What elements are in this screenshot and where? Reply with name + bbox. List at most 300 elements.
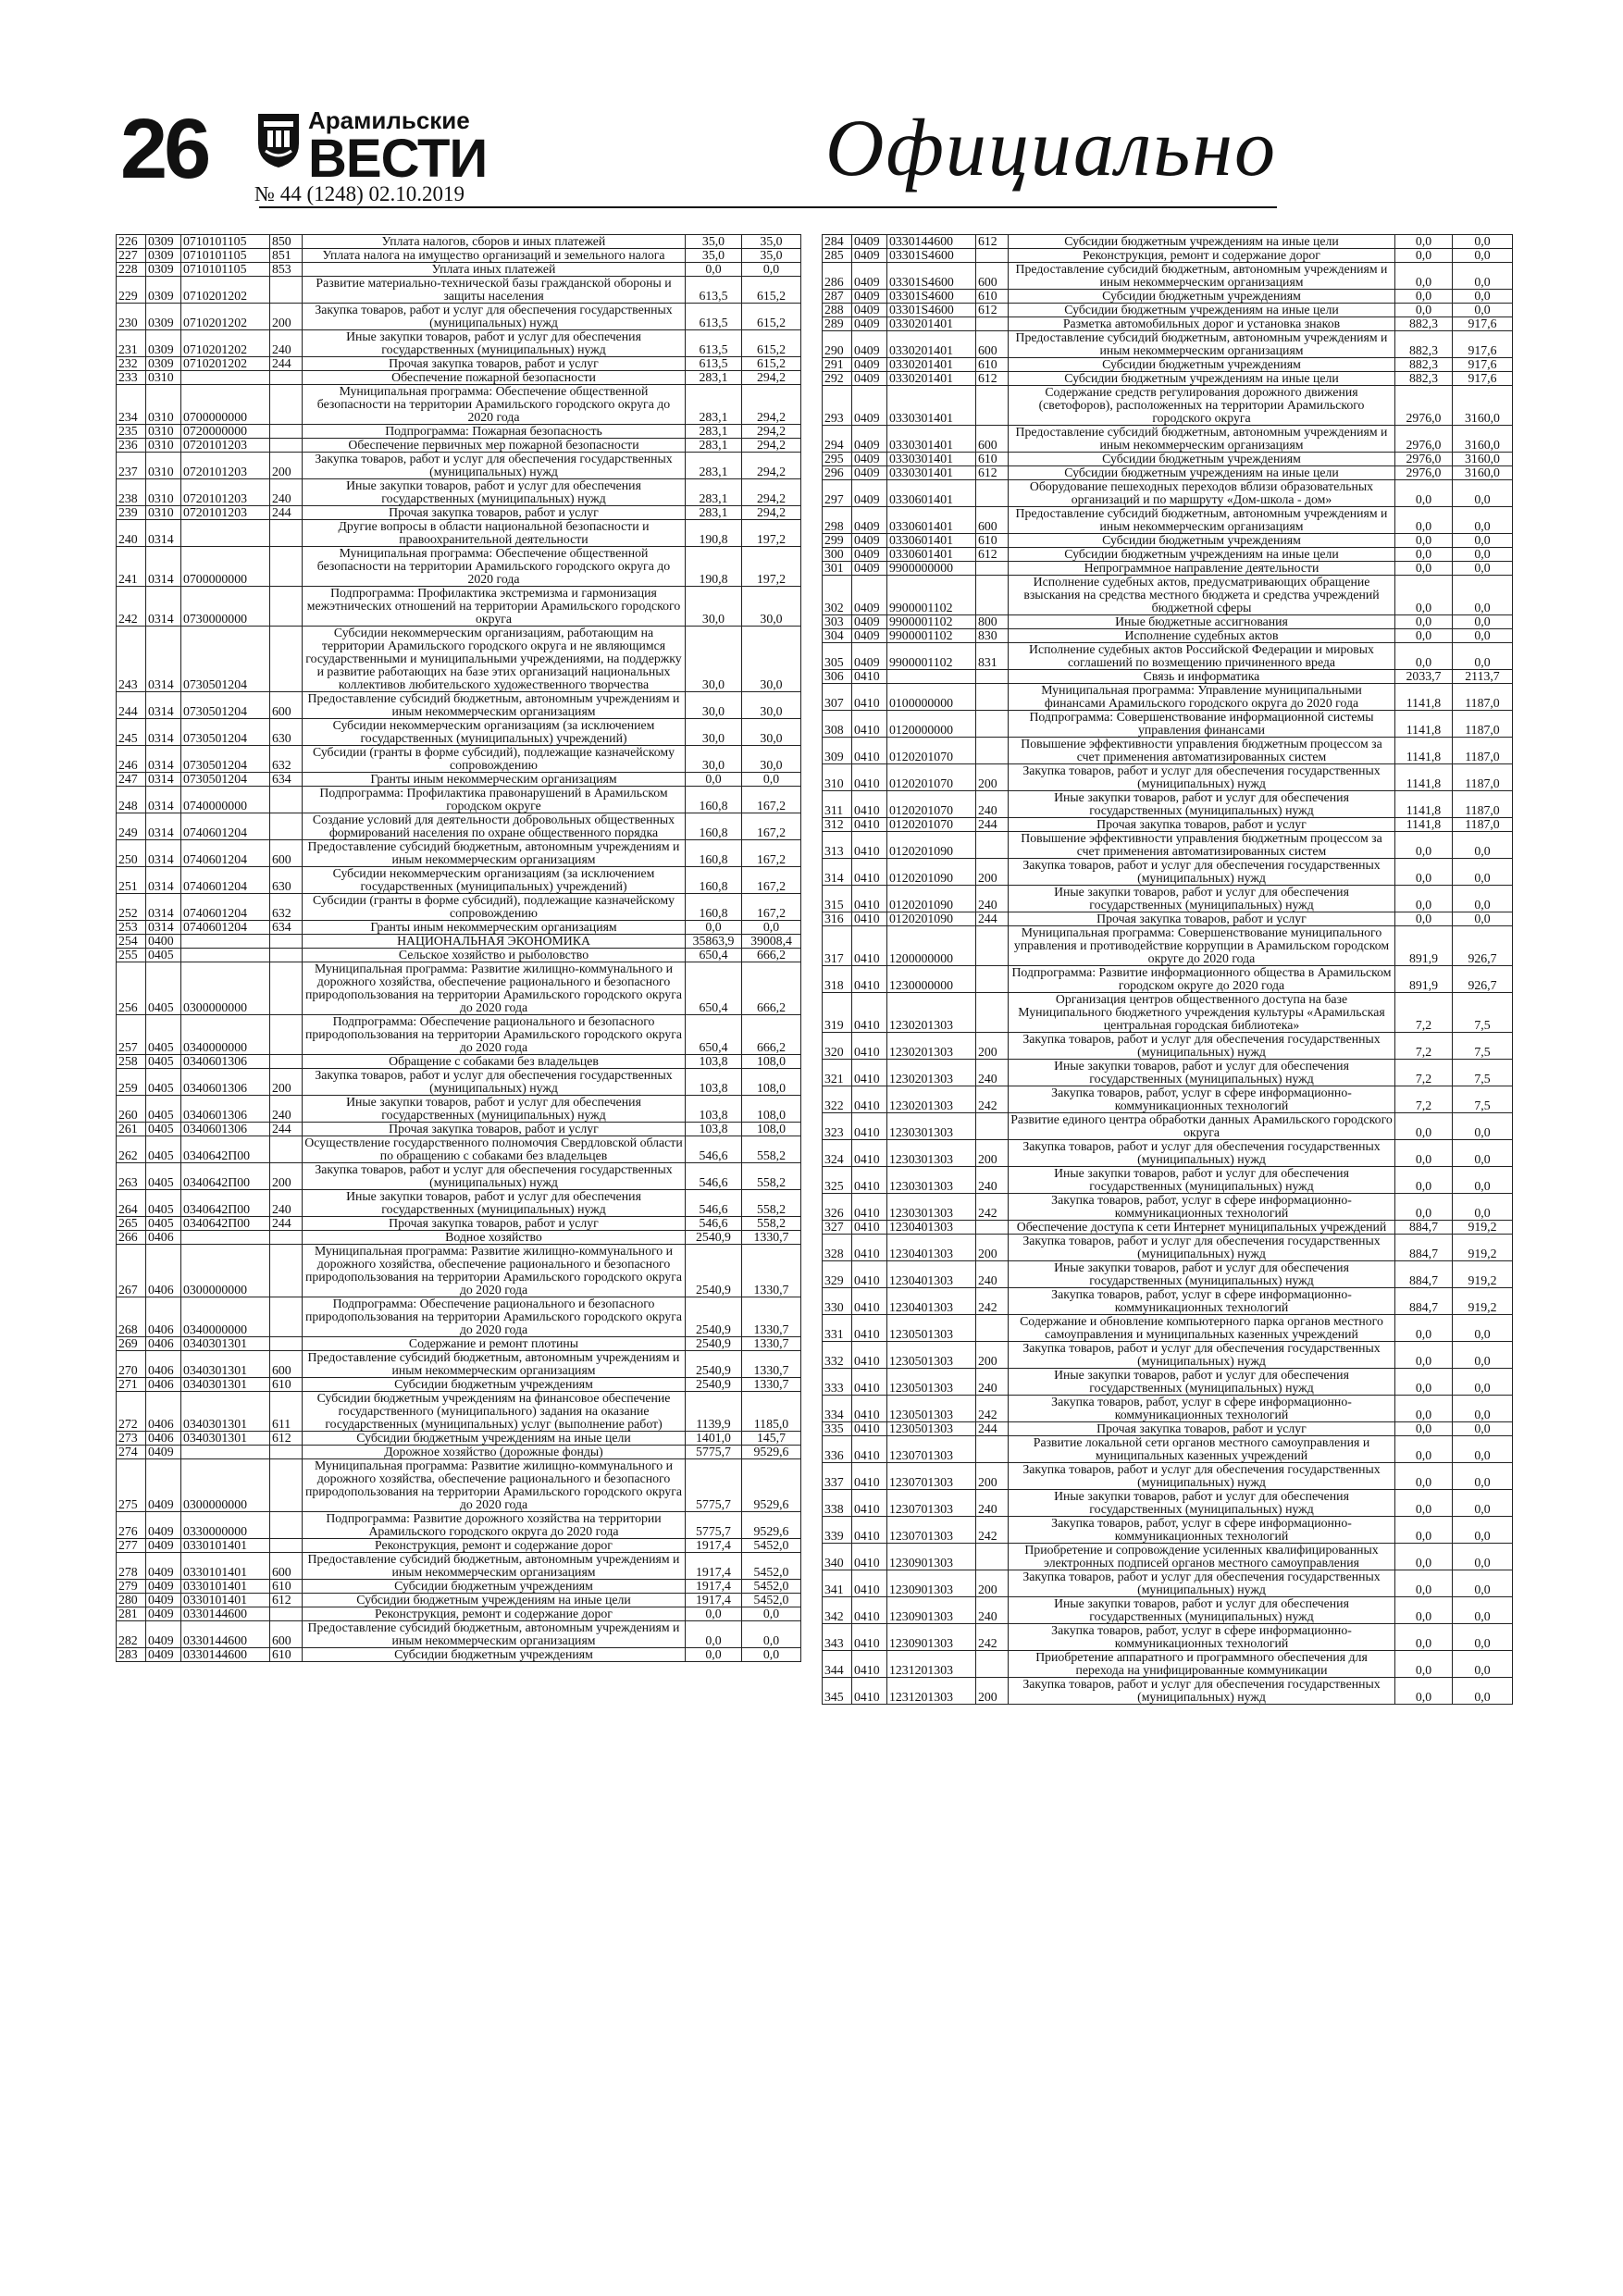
item-description: Прочая закупка товаров, работ и услуг	[303, 1217, 686, 1231]
item-description: Иные закупки товаров, работ и услуг для обеспечения государственных (муниципальных) нужд	[303, 1190, 686, 1217]
target-code	[181, 1446, 270, 1459]
section-code: 0410	[852, 1436, 887, 1463]
item-description: Субсидии некоммерческим организациям (за исключением государственных (муниципальных) учреждений)	[303, 867, 686, 894]
table-row	[117, 1621, 801, 1648]
section-code: 0314	[146, 921, 181, 935]
amount-2021: 926,7	[1453, 926, 1513, 966]
expense-type: 632	[270, 746, 303, 773]
amount-2020: 891,9	[1395, 926, 1453, 966]
item-description: Иные закупки товаров, работ и услуг для обеспечения государственных (муниципальных) нужд	[1009, 791, 1395, 818]
amount-2020: 613,5	[686, 277, 742, 304]
row-number: 261	[117, 1123, 146, 1136]
amount-2021: 30,0	[742, 692, 801, 719]
table-row	[823, 1235, 1513, 1261]
target-code: 1230401303	[887, 1261, 976, 1288]
amount-2020: 7,2	[1395, 1033, 1453, 1060]
row-number: 296	[823, 466, 852, 480]
section-code: 0406	[146, 1392, 181, 1432]
amount-2021: 35,0	[742, 235, 801, 249]
target-code: 1230301303	[887, 1140, 976, 1167]
row-number: 302	[823, 576, 852, 615]
amount-2021: 1187,0	[1453, 791, 1513, 818]
row-number: 323	[823, 1113, 852, 1140]
section-code: 0409	[852, 386, 887, 426]
table-row	[823, 1261, 1513, 1288]
item-description: Муниципальная программа: Развитие жилищно-коммунального и дорожного хозяйства, обеспечение рационального и безопасного природопользования на территории Арамильского городского округа до 2020 года	[303, 1245, 686, 1297]
expense-type: 200	[976, 1342, 1009, 1369]
amount-2020: 5775,7	[686, 1459, 742, 1512]
row-number: 318	[823, 966, 852, 993]
amount-2020: 30,0	[686, 719, 742, 746]
item-description: Иные закупки товаров, работ и услуг для обеспечения государственных (муниципальных) нужд	[303, 479, 686, 506]
section-code: 0310	[146, 479, 181, 506]
amount-2021: 0,0	[1453, 1678, 1513, 1705]
expense-type	[976, 670, 1009, 684]
table-row	[117, 1648, 801, 1662]
expense-type: 242	[976, 1194, 1009, 1221]
section-code: 0409	[146, 1648, 181, 1662]
expense-type	[976, 711, 1009, 738]
section-code: 0410	[852, 1086, 887, 1113]
target-code: 0340301301	[181, 1432, 270, 1446]
item-description: Субсидии бюджетным учреждениям	[1009, 534, 1395, 548]
target-code: 0710201202	[181, 357, 270, 371]
table-row	[823, 562, 1513, 576]
item-description: Иные закупки товаров, работ и услуг для обеспечения государственных (муниципальных) нужд	[303, 330, 686, 357]
amount-2021: 9529,6	[742, 1459, 801, 1512]
section-code: 0406	[146, 1337, 181, 1351]
row-number: 252	[117, 894, 146, 921]
target-code: 1230901303	[887, 1570, 976, 1597]
amount-2020: 2540,9	[686, 1351, 742, 1378]
section-code: 0409	[852, 507, 887, 534]
amount-2020: 613,5	[686, 304, 742, 330]
item-description: НАЦИОНАЛЬНАЯ ЭКОНОМИКА	[303, 935, 686, 949]
section-code: 0409	[852, 372, 887, 386]
item-description: Субсидии бюджетным учреждениям на иные цели	[1009, 372, 1395, 386]
table-row	[823, 1288, 1513, 1315]
item-description: Подпрограмма: Развитие дорожного хозяйства на территории Арамильского городского округа до 2020 года	[303, 1512, 686, 1539]
amount-2021: 0,0	[1453, 263, 1513, 290]
item-description: Оборудование пешеходных переходов вблизи образовательных организаций и по маршруту «Дом-школа - дом»	[1009, 480, 1395, 507]
target-code: 0710201202	[181, 330, 270, 357]
page-number: 26	[120, 102, 208, 196]
amount-2020: 283,1	[686, 479, 742, 506]
row-number: 253	[117, 921, 146, 935]
table-row	[823, 263, 1513, 290]
target-code	[181, 935, 270, 949]
amount-2020: 0,0	[1395, 1463, 1453, 1490]
target-code: 1230701303	[887, 1490, 976, 1517]
row-number: 230	[117, 304, 146, 330]
section-code: 0405	[146, 962, 181, 1015]
amount-2020: 650,4	[686, 1015, 742, 1055]
row-number: 337	[823, 1463, 852, 1490]
target-code: 1230501303	[887, 1369, 976, 1396]
item-description: Обращение с собаками без владельцев	[303, 1055, 686, 1069]
row-number: 257	[117, 1015, 146, 1055]
expense-type: 200	[976, 1033, 1009, 1060]
item-description: Закупка товаров, работ, услуг в сфере информационно-коммуникационных технологий	[1009, 1086, 1395, 1113]
item-description: Предоставление субсидий бюджетным, автономным учреждениям и иным некоммерческим организациям	[303, 1553, 686, 1580]
amount-2020: 882,3	[1395, 358, 1453, 372]
row-number: 295	[823, 453, 852, 466]
item-description: Содержание и обновление компьютерного парка органов местного самоуправления и муниципальных казенных учреждений	[1009, 1315, 1395, 1342]
amount-2021: 2113,7	[1453, 670, 1513, 684]
table-row	[823, 859, 1513, 886]
amount-2020: 1141,8	[1395, 818, 1453, 832]
amount-2020: 0,0	[1395, 548, 1453, 562]
amount-2020: 0,0	[1395, 1140, 1453, 1167]
expense-type: 200	[976, 1570, 1009, 1597]
section-code: 0314	[146, 719, 181, 746]
amount-2020: 0,0	[686, 1607, 742, 1621]
amount-2020: 1141,8	[1395, 791, 1453, 818]
section-code: 0310	[146, 371, 181, 385]
expense-type: 244	[976, 818, 1009, 832]
section-code: 0409	[852, 548, 887, 562]
amount-2021: 0,0	[1453, 1597, 1513, 1624]
table-row	[117, 547, 801, 587]
amount-2021: 0,0	[1453, 1490, 1513, 1517]
table-row	[823, 1342, 1513, 1369]
item-description: Субсидии некоммерческим организациям (за исключением государственных (муниципальных) учреждений)	[303, 719, 686, 746]
row-number: 256	[117, 962, 146, 1015]
item-description: Муниципальная программа: Управление муниципальными финансами Арамильского городского округа до 2020 года	[1009, 684, 1395, 711]
row-number: 331	[823, 1315, 852, 1342]
section-code: 0409	[852, 534, 887, 548]
amount-2021: 1187,0	[1453, 764, 1513, 791]
expense-type: 612	[270, 1594, 303, 1607]
amount-2021: 9529,6	[742, 1512, 801, 1539]
target-code	[181, 371, 270, 385]
table-row	[823, 372, 1513, 386]
header-divider	[259, 206, 1277, 208]
amount-2020: 0,0	[1395, 534, 1453, 548]
row-number: 300	[823, 548, 852, 562]
section-code: 0410	[852, 1624, 887, 1651]
table-row	[117, 1539, 801, 1553]
item-description: Закупка товаров, работ и услуг для обеспечения государственных (муниципальных) нужд	[1009, 1140, 1395, 1167]
item-description: Иные закупки товаров, работ и услуг для обеспечения государственных (муниципальных) нужд	[1009, 1060, 1395, 1086]
item-description: Субсидии бюджетным учреждениям на финансовое обеспечение государственного (муниципального) задания на оказание государственных (муниципальных) услуг (выполнение работ)	[303, 1392, 686, 1432]
expense-type: 240	[976, 1369, 1009, 1396]
table-row	[117, 1392, 801, 1432]
item-description: Иные закупки товаров, работ и услуг для обеспечения государственных (муниципальных) нужд	[1009, 1597, 1395, 1624]
target-code: 0330101401	[181, 1594, 270, 1607]
item-description: Организация центров общественного доступа на базе Муниципального бюджетного учреждения культуры «Арамильская центральная городская библиотека»	[1009, 993, 1395, 1033]
section-code: 0409	[852, 576, 887, 615]
amount-2020: 546,6	[686, 1136, 742, 1163]
amount-2020: 1917,4	[686, 1580, 742, 1594]
amount-2020: 103,8	[686, 1123, 742, 1136]
amount-2021: 666,2	[742, 962, 801, 1015]
section-code: 0405	[146, 1069, 181, 1096]
amount-2020: 103,8	[686, 1055, 742, 1069]
section-code: 0410	[852, 1261, 887, 1288]
amount-2020: 0,0	[686, 773, 742, 787]
expense-type: 800	[976, 615, 1009, 629]
section-code: 0309	[146, 235, 181, 249]
item-description: Подпрограмма: Совершенствование информационной системы управления финансами	[1009, 711, 1395, 738]
amount-2021: 919,2	[1453, 1261, 1513, 1288]
target-code: 0340642П00	[181, 1217, 270, 1231]
amount-2021: 0,0	[742, 1621, 801, 1648]
expense-type	[270, 787, 303, 813]
item-description: Субсидии бюджетным учреждениям	[1009, 453, 1395, 466]
target-code: 1230301303	[887, 1194, 976, 1221]
expense-type: 600	[976, 263, 1009, 290]
target-code: 0330301401	[887, 466, 976, 480]
expense-type: 242	[976, 1517, 1009, 1544]
section-code: 0409	[146, 1553, 181, 1580]
amount-2020: 0,0	[1395, 912, 1453, 926]
amount-2021: 1187,0	[1453, 711, 1513, 738]
expense-type: 200	[270, 304, 303, 330]
item-description: Прочая закупка товаров, работ и услуг	[303, 506, 686, 520]
target-code: 03301S4600	[887, 290, 976, 304]
amount-2020: 0,0	[1395, 859, 1453, 886]
target-code: 0730501204	[181, 692, 270, 719]
amount-2021: 1330,7	[742, 1297, 801, 1337]
section-code: 0410	[852, 1060, 887, 1086]
amount-2021: 558,2	[742, 1163, 801, 1190]
item-description: Подпрограмма: Развитие информационного общества в Арамильском городском округе до 2020 года	[1009, 966, 1395, 993]
row-number: 279	[117, 1580, 146, 1594]
amount-2020: 0,0	[1395, 1651, 1453, 1678]
row-number: 339	[823, 1517, 852, 1544]
item-description: Закупка товаров, работ и услуг для обеспечения государственных (муниципальных) нужд	[303, 1163, 686, 1190]
target-code: 0340301301	[181, 1337, 270, 1351]
item-description: Предоставление субсидий бюджетным, автономным учреждениям и иным некоммерческим организациям	[1009, 263, 1395, 290]
expense-type: 240	[976, 1490, 1009, 1517]
amount-2021: 0,0	[1453, 304, 1513, 317]
table-row	[117, 949, 801, 962]
target-code: 0330201401	[887, 331, 976, 358]
row-number: 292	[823, 372, 852, 386]
table-row	[823, 886, 1513, 912]
target-code: 0720101203	[181, 506, 270, 520]
expense-type: 244	[270, 506, 303, 520]
target-code: 0700000000	[181, 385, 270, 425]
expense-type: 240	[976, 1597, 1009, 1624]
amount-2021: 917,6	[1453, 331, 1513, 358]
target-code: 0740601204	[181, 840, 270, 867]
target-code: 0710101105	[181, 235, 270, 249]
amount-2021: 167,2	[742, 867, 801, 894]
target-code: 1231201303	[887, 1678, 976, 1705]
amount-2020: 882,3	[1395, 331, 1453, 358]
target-code: 0740601204	[181, 921, 270, 935]
amount-2020: 283,1	[686, 439, 742, 453]
amount-2020: 884,7	[1395, 1261, 1453, 1288]
target-code: 0720101203	[181, 439, 270, 453]
table-row	[117, 1553, 801, 1580]
amount-2021: 615,2	[742, 304, 801, 330]
target-code: 0340642П00	[181, 1190, 270, 1217]
amount-2020: 0,0	[686, 1621, 742, 1648]
row-number: 298	[823, 507, 852, 534]
table-row	[823, 386, 1513, 426]
expense-type	[270, 813, 303, 840]
section-code: 0409	[146, 1446, 181, 1459]
section-code: 0409	[852, 466, 887, 480]
table-row	[117, 1245, 801, 1297]
target-code: 9900001102	[887, 643, 976, 670]
item-description: Субсидии бюджетным учреждениям на иные цели	[1009, 466, 1395, 480]
amount-2021: 615,2	[742, 330, 801, 357]
table-row	[823, 1597, 1513, 1624]
section-code: 0405	[146, 1190, 181, 1217]
item-description: Субсидии бюджетным учреждениям на иные цели	[303, 1432, 686, 1446]
expense-type: 200	[270, 453, 303, 479]
amount-2021: 1330,7	[742, 1351, 801, 1378]
amount-2021: 7,5	[1453, 1086, 1513, 1113]
row-number: 338	[823, 1490, 852, 1517]
expense-type	[976, 966, 1009, 993]
section-code: 0314	[146, 746, 181, 773]
row-number: 324	[823, 1140, 852, 1167]
amount-2020: 30,0	[686, 627, 742, 692]
section-code: 0409	[852, 453, 887, 466]
expense-type	[976, 480, 1009, 507]
row-number: 330	[823, 1288, 852, 1315]
row-number: 272	[117, 1392, 146, 1432]
item-description: Обеспечение пожарной безопасности	[303, 371, 686, 385]
row-number: 317	[823, 926, 852, 966]
row-number: 277	[117, 1539, 146, 1553]
amount-2021: 7,5	[1453, 1060, 1513, 1086]
expense-type	[976, 1436, 1009, 1463]
table-row	[117, 385, 801, 425]
row-number: 306	[823, 670, 852, 684]
amount-2021: 0,0	[1453, 1436, 1513, 1463]
amount-2021: 919,2	[1453, 1288, 1513, 1315]
expense-type: 200	[976, 764, 1009, 791]
amount-2021: 30,0	[742, 746, 801, 773]
expense-type: 632	[270, 894, 303, 921]
item-description: Муниципальная программа: Развитие жилищно-коммунального и дорожного хозяйства, обеспечение рационального и безопасного природопользования на территории Арамильского городского округа до 2020 года	[303, 962, 686, 1015]
amount-2021: 145,7	[742, 1432, 801, 1446]
item-description: Уплата налогов, сборов и иных платежей	[303, 235, 686, 249]
expense-type: 200	[270, 1069, 303, 1096]
section-code: 0410	[852, 1369, 887, 1396]
expense-type: 242	[976, 1086, 1009, 1113]
amount-2020: 35,0	[686, 235, 742, 249]
item-description: Закупка товаров, работ и услуг для обеспечения государственных (муниципальных) нужд	[1009, 1235, 1395, 1261]
target-code: 1230000000	[887, 966, 976, 993]
item-description: Иные закупки товаров, работ и услуг для обеспечения государственных (муниципальных) нужд	[303, 1096, 686, 1123]
item-description: Повышение эффективности управления бюджетным процессом за счет применения автоматизированных систем	[1009, 738, 1395, 764]
amount-2020: 0,0	[1395, 1167, 1453, 1194]
amount-2021: 294,2	[742, 506, 801, 520]
row-number: 290	[823, 331, 852, 358]
row-number: 285	[823, 249, 852, 263]
section-code: 0309	[146, 249, 181, 263]
section-code: 0409	[146, 1607, 181, 1621]
amount-2021: 0,0	[1453, 235, 1513, 249]
expense-type: 600	[270, 1621, 303, 1648]
item-description: Субсидии бюджетным учреждениям	[1009, 358, 1395, 372]
amount-2021: 0,0	[1453, 1396, 1513, 1422]
expense-type	[976, 386, 1009, 426]
expense-type: 610	[270, 1378, 303, 1392]
amount-2020: 2540,9	[686, 1337, 742, 1351]
section-code: 0409	[852, 562, 887, 576]
table-row	[117, 1594, 801, 1607]
item-description: Иные бюджетные ассигнования	[1009, 615, 1395, 629]
table-row	[117, 371, 801, 385]
amount-2021: 0,0	[1453, 1194, 1513, 1221]
amount-2020: 35,0	[686, 249, 742, 263]
expense-type: 612	[976, 304, 1009, 317]
item-description: Разметка автомобильных дорог и установка знаков	[1009, 317, 1395, 331]
row-number: 316	[823, 912, 852, 926]
expense-type	[270, 520, 303, 547]
amount-2021: 3160,0	[1453, 466, 1513, 480]
row-number: 340	[823, 1544, 852, 1570]
expense-type	[976, 317, 1009, 331]
amount-2020: 0,0	[1395, 1436, 1453, 1463]
section-code: 0410	[852, 1194, 887, 1221]
amount-2021: 0,0	[1453, 1517, 1513, 1544]
expense-type: 850	[270, 235, 303, 249]
item-description: Прочая закупка товаров, работ и услуг	[303, 357, 686, 371]
row-number: 283	[117, 1648, 146, 1662]
amount-2021: 0,0	[742, 263, 801, 277]
row-number: 301	[823, 562, 852, 576]
amount-2021: 39008,4	[742, 935, 801, 949]
table-row	[823, 1422, 1513, 1436]
amount-2020: 0,0	[1395, 1570, 1453, 1597]
item-description: Субсидии бюджетным учреждениям на иные цели	[1009, 235, 1395, 249]
row-number: 281	[117, 1607, 146, 1621]
amount-2020: 190,8	[686, 520, 742, 547]
target-code: 1230401303	[887, 1235, 976, 1261]
target-code: 0120201090	[887, 912, 976, 926]
section-code: 0410	[852, 1113, 887, 1140]
section-code: 0409	[852, 263, 887, 290]
row-number: 247	[117, 773, 146, 787]
amount-2021: 0,0	[742, 921, 801, 935]
table-row	[117, 263, 801, 277]
row-number: 226	[117, 235, 146, 249]
row-number: 326	[823, 1194, 852, 1221]
item-description: Подпрограмма: Обеспечение рационального и безопасного природопользования на территории Арамильского городского округа до 2020 года	[303, 1015, 686, 1055]
section-code: 0409	[852, 643, 887, 670]
section-code: 0314	[146, 547, 181, 587]
section-code: 0314	[146, 867, 181, 894]
amount-2020: 103,8	[686, 1096, 742, 1123]
section-code: 0410	[852, 1463, 887, 1490]
expense-type	[270, 385, 303, 425]
table-row	[117, 719, 801, 746]
amount-2021: 9529,6	[742, 1446, 801, 1459]
amount-2021: 0,0	[1453, 886, 1513, 912]
target-code: 0330144600	[181, 1648, 270, 1662]
target-code	[181, 520, 270, 547]
amount-2021: 1330,7	[742, 1245, 801, 1297]
table-row	[117, 1069, 801, 1096]
expense-type	[976, 1113, 1009, 1140]
amount-2020: 884,7	[1395, 1221, 1453, 1235]
amount-2020: 1401,0	[686, 1432, 742, 1446]
target-code: 1200000000	[887, 926, 976, 966]
section-code: 0409	[852, 249, 887, 263]
section-code: 0410	[852, 1033, 887, 1060]
expense-type: 244	[270, 1123, 303, 1136]
amount-2020: 0,0	[1395, 1194, 1453, 1221]
